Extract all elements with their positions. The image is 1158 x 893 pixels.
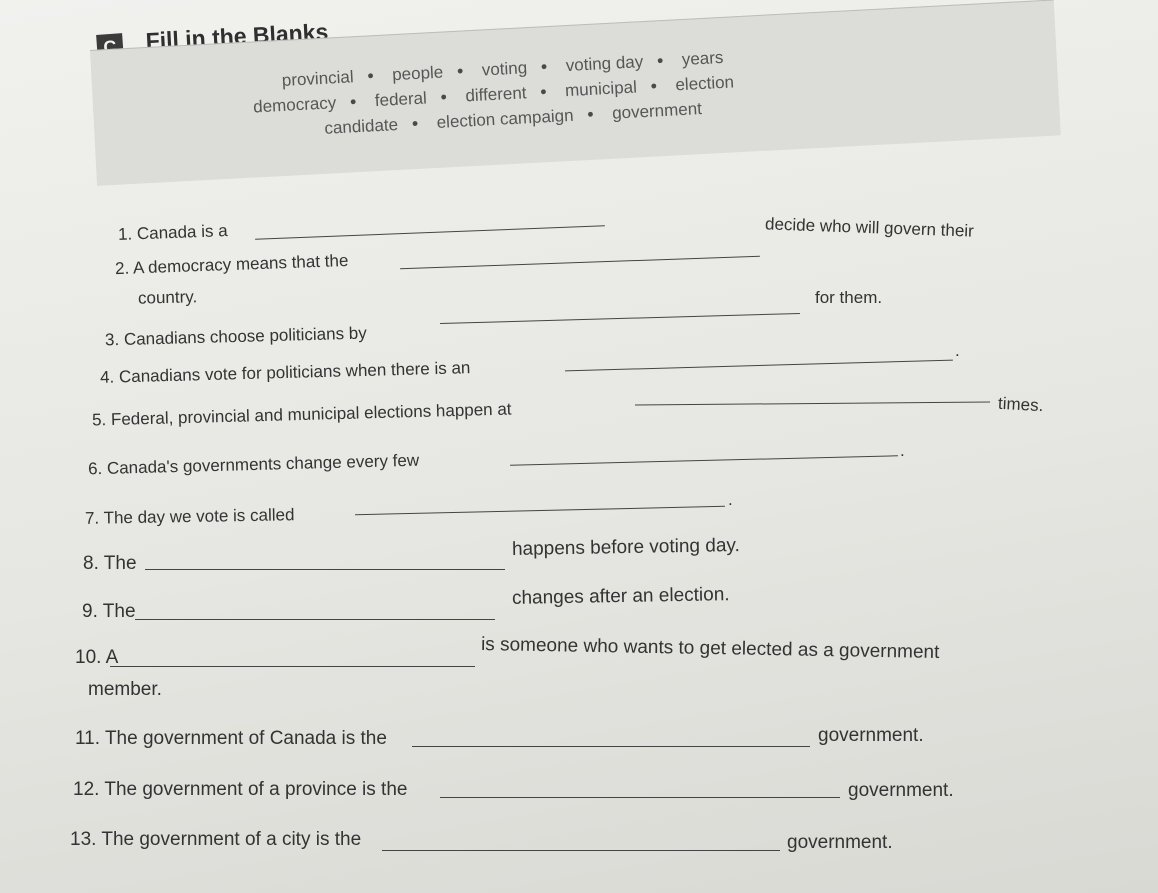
word-bank-word: federal	[374, 88, 428, 111]
answer-blank-7[interactable]	[355, 506, 725, 515]
answer-blank-3[interactable]	[440, 313, 800, 324]
question-10: 10. A	[75, 647, 119, 668]
question-9: 9. The	[82, 601, 136, 622]
question-2-end: decide who will govern their	[764, 214, 975, 241]
question-13-end: government.	[787, 832, 893, 853]
word-bank-word: democracy	[252, 93, 337, 117]
word-bank-word: candidate	[323, 114, 399, 138]
question-4-end: .	[955, 341, 960, 360]
question-12: 12. The government of a province is the	[73, 779, 408, 800]
word-bank-row-3: candidate • election campaign • government	[323, 99, 703, 138]
question-11-end: government.	[818, 725, 924, 746]
question-9-end: changes after an election.	[511, 584, 730, 609]
question-12-end: government.	[848, 780, 954, 801]
question-7-end: .	[728, 490, 733, 509]
answer-blank-9[interactable]	[135, 619, 495, 620]
answer-blank-5[interactable]	[635, 401, 990, 405]
answer-blank-11[interactable]	[412, 746, 810, 747]
word-bank-word: election	[674, 72, 735, 95]
word-bank-row-2: democracy • federal • different • municipal • election	[252, 72, 735, 117]
answer-blank-10[interactable]	[110, 666, 475, 667]
word-bank-word: voting	[481, 58, 528, 80]
question-8-end: happens before voting day.	[511, 535, 740, 560]
word-bank-word: voting day	[565, 52, 644, 76]
question-4: 4. Canadians vote for politicians when there is an	[99, 358, 471, 387]
question-2-end-2: for them.	[815, 288, 883, 307]
answer-blank-4[interactable]	[565, 360, 953, 372]
question-13: 13. The government of a city is the	[70, 829, 362, 850]
question-7: 7. The day we vote is called	[84, 505, 295, 528]
question-5-end: times.	[997, 393, 1044, 416]
section-badge: C	[96, 33, 124, 61]
answer-blank-8[interactable]	[145, 569, 505, 570]
question-10-continued: member.	[88, 679, 162, 700]
word-bank-word: election campaign	[436, 105, 575, 132]
answer-blank-13[interactable]	[382, 850, 780, 851]
word-bank-word: people	[391, 62, 444, 85]
question-6-end: .	[900, 441, 905, 460]
section-title: Fill in the Blanks	[145, 18, 329, 54]
question-2-continued: country.	[137, 287, 198, 308]
word-bank-word: government	[611, 99, 703, 123]
question-3: 3. Canadians choose politicians by	[104, 323, 367, 350]
word-bank-word: provincial	[281, 67, 355, 90]
question-5: 5. Federal, provincial and municipal elections happen at	[91, 399, 512, 430]
question-1: 1. Canada is a	[117, 221, 228, 244]
word-bank-word: municipal	[564, 77, 638, 101]
question-2: 2. A democracy means that the	[114, 250, 349, 279]
word-bank-row-1: provincial • people • voting • voting day • years	[281, 47, 724, 90]
question-11: 11. The government of Canada is the	[75, 728, 387, 749]
word-bank-word: years	[681, 47, 724, 70]
answer-blank-1[interactable]	[255, 225, 605, 239]
question-8: 8. The	[83, 553, 137, 574]
answer-blank-6[interactable]	[510, 455, 898, 465]
question-6: 6. Canada's governments change every few	[87, 450, 420, 479]
question-10-end: is someone who wants to get elected as a government	[480, 634, 940, 663]
answer-blank-12[interactable]	[440, 797, 840, 798]
answer-blank-2[interactable]	[400, 256, 760, 270]
word-bank-word: different	[464, 83, 527, 106]
